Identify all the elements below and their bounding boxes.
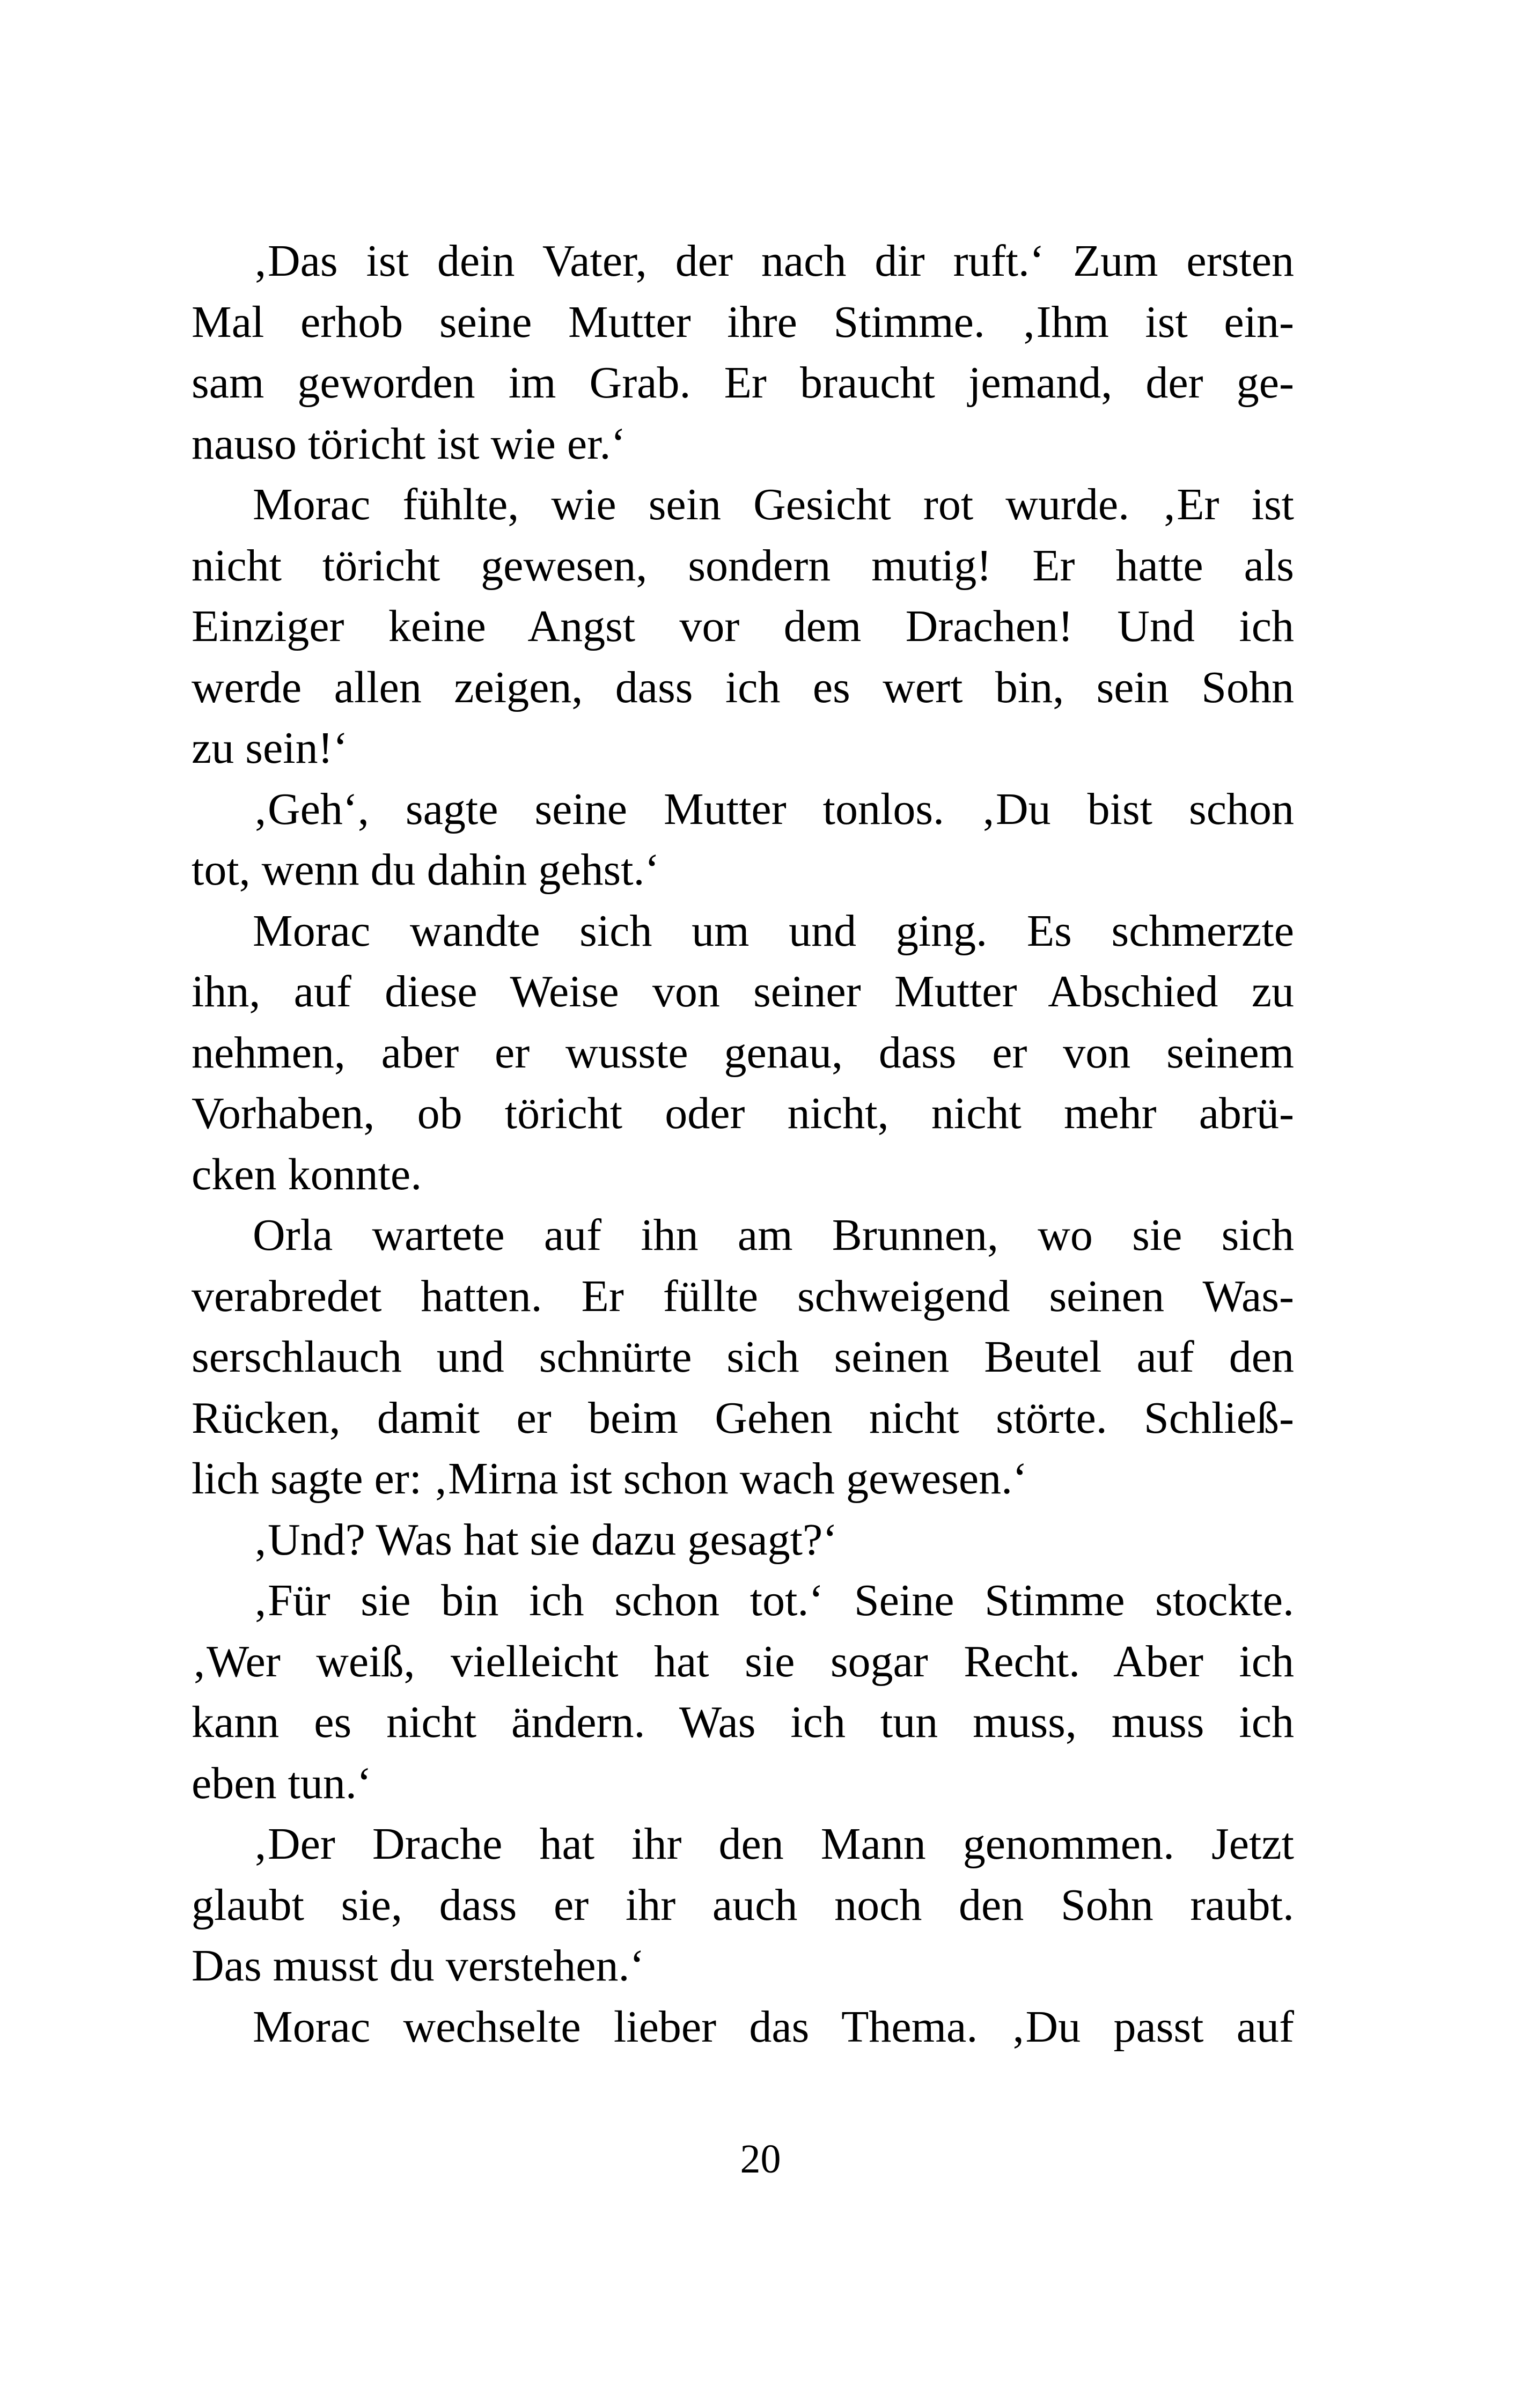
text-line: eben tun.‘ <box>192 1758 372 1808</box>
body-text <box>192 231 1294 2057</box>
text-line: werde allen zeigen, dass ich es wert bin, sein Sohn <box>192 662 1294 712</box>
text-line: ‚Der Drache hat ihr den Mann genommen. Jetzt <box>253 1819 1294 1869</box>
text-line: cken konnte. <box>192 1149 422 1199</box>
text-line: Das musst du verstehen.‘ <box>192 1941 645 1991</box>
text-line: ‚Geh‘, sagte seine Mutter tonlos. ‚Du bist schon <box>253 784 1294 834</box>
text-line: sam geworden im Grab. Er braucht jemand, der ge- <box>192 358 1294 408</box>
text-line: Orla wartete auf ihn am Brunnen, wo sie sich <box>253 1210 1294 1260</box>
text-line: ihn, auf diese Weise von seiner Mutter Abschied zu <box>192 967 1294 1017</box>
text-line: Rücken, damit er beim Gehen nicht störte. Schließ- <box>192 1393 1294 1443</box>
text-line: ‚Und? Was hat sie dazu gesagt?‘ <box>253 1514 838 1565</box>
text-line: zu sein!‘ <box>192 723 348 773</box>
text-line: verabredet hatten. Er füllte schweigend seinen Was- <box>192 1271 1294 1321</box>
text-line: Vorhaben, ob töricht oder nicht, nicht mehr abrü- <box>192 1088 1294 1138</box>
text-line: Morac fühlte, wie sein Gesicht rot wurde. ‚Er ist <box>253 480 1294 529</box>
text-line: kann es nicht ändern. Was ich tun muss, muss ich <box>192 1697 1294 1747</box>
text-line: Morac wandte sich um und ging. Es schmerzte <box>253 905 1294 956</box>
text-line: glaubt sie, dass er ihr auch noch den Sohn raubt. <box>192 1880 1294 1930</box>
text-line: nauso töricht ist wie er.‘ <box>192 418 626 469</box>
text-line: ‚Für sie bin ich schon tot.‘ Seine Stimme stockte. <box>253 1575 1294 1625</box>
text-line: serschlauch und schnürte sich seinen Beutel auf den <box>192 1332 1294 1382</box>
text-line: nicht töricht gewesen, sondern mutig! Er hatte als <box>192 540 1294 591</box>
text-line: Mal erhob seine Mutter ihre Stimme. ‚Ihm ist ein- <box>192 297 1294 347</box>
text-line: tot, wenn du dahin gehst.‘ <box>192 845 660 895</box>
text-line: Morac wechselte lieber das Thema. ‚Du passt auf <box>253 2001 1294 2052</box>
text-line: lich sagte er: ‚Mirna ist schon wach gewesen.‘ <box>192 1454 1028 1504</box>
text-line: nehmen, aber er wusste genau, dass er von seinem <box>192 1027 1294 1078</box>
text-line: ‚Wer weiß, vielleicht hat sie sogar Recht. Aber ich <box>192 1636 1294 1687</box>
text-line: Einziger keine Angst vor dem Drachen! Und ich <box>192 601 1294 651</box>
text-line: ‚Das ist dein Vater, der nach dir ruft.‘ Zum ersten <box>253 236 1294 286</box>
page-number: 20 <box>740 2137 781 2182</box>
